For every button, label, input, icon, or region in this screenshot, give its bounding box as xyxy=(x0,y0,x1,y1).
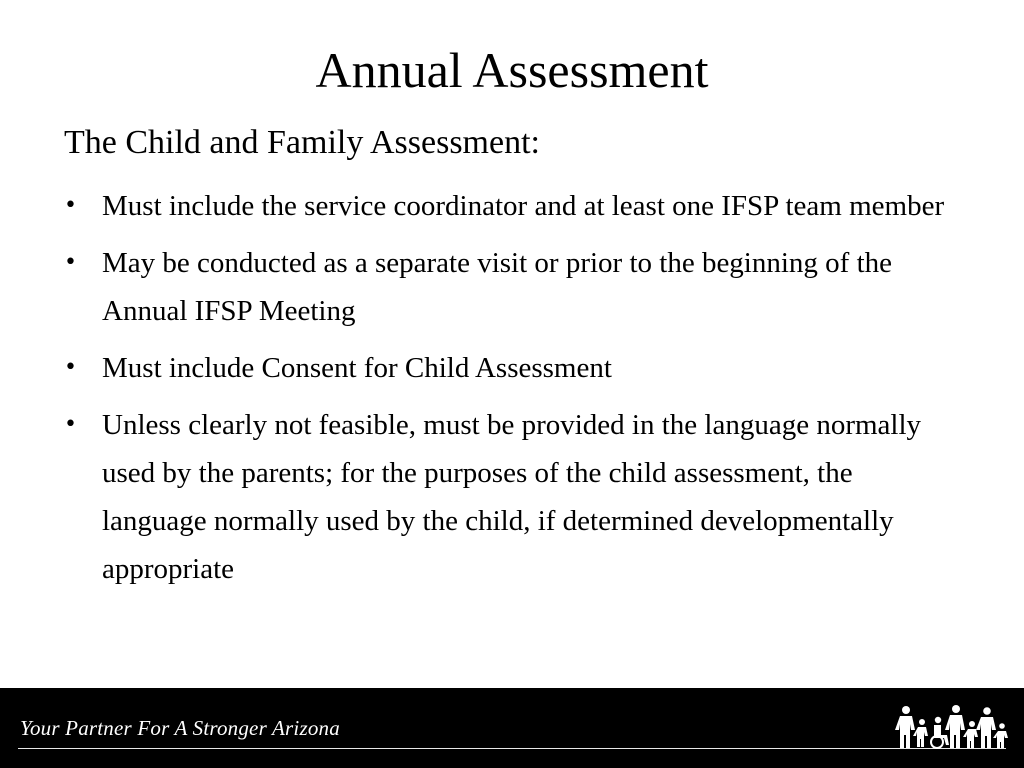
bullet-item xyxy=(64,182,964,230)
bullet-marker: • xyxy=(64,193,77,218)
bullet-item xyxy=(64,344,964,392)
footer-bar xyxy=(0,688,1024,768)
family-silhouette-icon xyxy=(894,702,1010,750)
bullet-marker: • xyxy=(64,412,77,437)
slide-subtitle: The Child and Family Assessment: xyxy=(64,124,540,161)
slide-title: Annual Assessment xyxy=(315,42,709,98)
bullet-item xyxy=(64,239,964,335)
bullet-list xyxy=(64,182,964,602)
bullet-marker: • xyxy=(64,250,77,275)
bullet-text: May be conducted as a separate visit or prior to the beginning of the Annual IFSP Meeting xyxy=(102,247,893,327)
bullet-text: Unless clearly not feasible, must be provided in the language normally used by the parents; for the purposes of the child assessment, the language normally used by the child, if determined developmentally appropriate xyxy=(102,409,922,585)
footer-tagline: Your Partner For A Stronger Arizona xyxy=(20,716,340,740)
bullet-marker: • xyxy=(64,355,77,380)
bullet-item xyxy=(64,401,964,593)
bullet-text: Must include Consent for Child Assessment xyxy=(102,352,612,384)
bullet-text: Must include the service coordinator and at least one IFSP team member xyxy=(102,190,945,222)
footer-divider xyxy=(18,748,1006,749)
